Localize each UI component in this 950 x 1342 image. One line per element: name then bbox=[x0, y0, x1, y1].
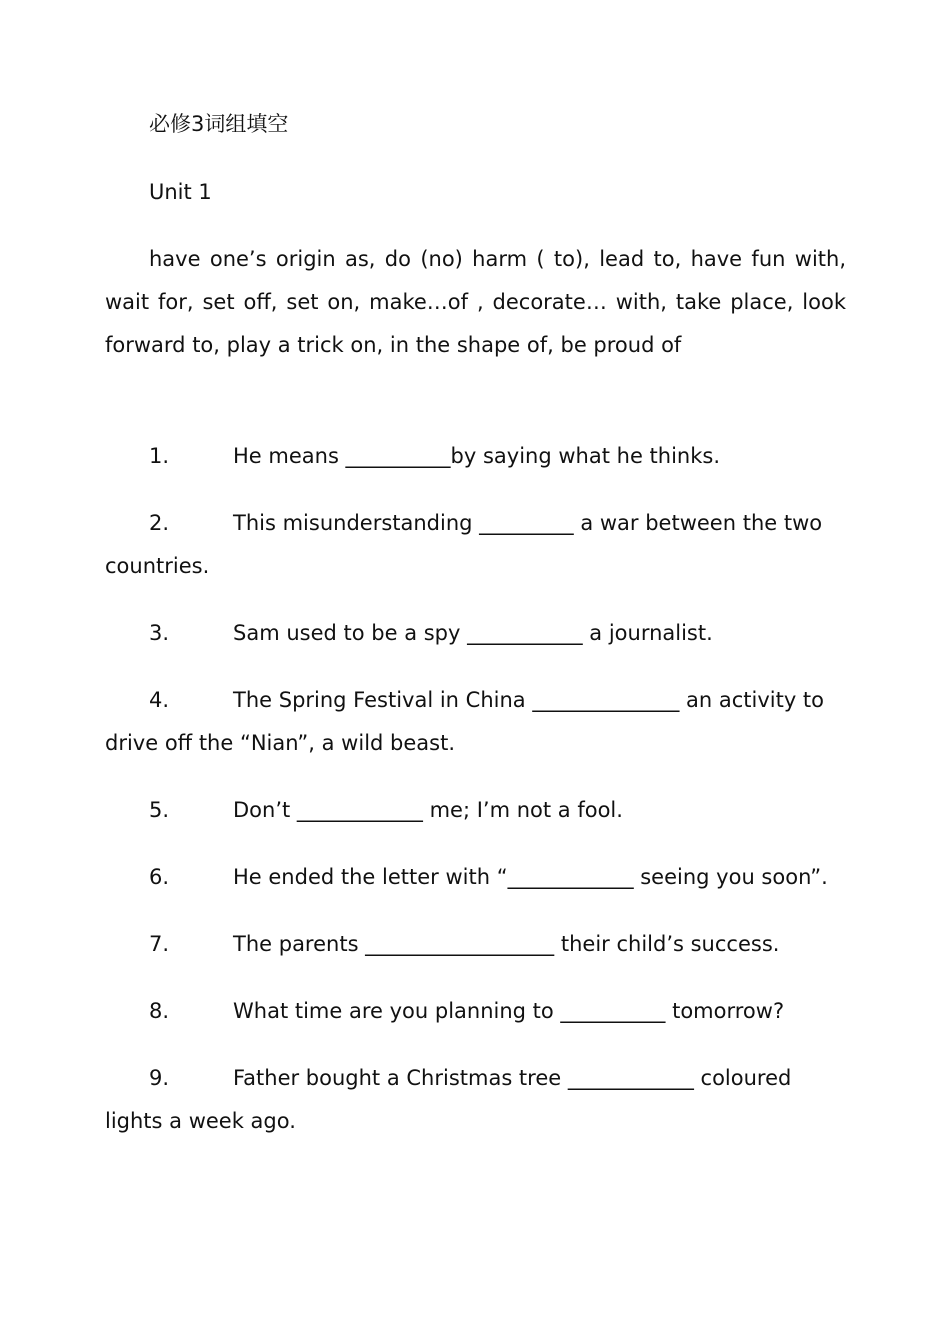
exercise-item bbox=[105, 612, 846, 655]
item-number: 2. bbox=[149, 511, 170, 535]
exercise-item bbox=[105, 435, 846, 478]
exercise-item bbox=[105, 1057, 846, 1143]
exercise-item bbox=[105, 679, 846, 765]
document-title: 必修3词组填空 bbox=[149, 112, 289, 136]
item-text: He ended the letter with “____________ seeing you soon”. bbox=[233, 865, 828, 889]
exercise-list bbox=[105, 435, 846, 1167]
item-number: 6. bbox=[149, 865, 170, 889]
item-text: The parents __________________ their child’s success. bbox=[233, 932, 780, 956]
item-text: Father bought a Christmas tree ____________ coloured lights a week ago. bbox=[105, 1066, 792, 1133]
item-number: 7. bbox=[149, 932, 170, 956]
item-text: What time are you planning to __________ tomorrow? bbox=[233, 999, 785, 1023]
item-text: Sam used to be a spy ___________ a journalist. bbox=[233, 621, 713, 645]
item-text: This misunderstanding _________ a war between the two countries. bbox=[105, 511, 823, 578]
exercise-item bbox=[105, 502, 846, 588]
item-number: 1. bbox=[149, 444, 170, 468]
exercise-item bbox=[105, 856, 846, 899]
exercise-item bbox=[105, 789, 846, 832]
item-number: 4. bbox=[149, 688, 170, 712]
item-number: 8. bbox=[149, 999, 170, 1023]
item-text: He means __________by saying what he thinks. bbox=[233, 444, 721, 468]
item-text: The Spring Festival in China ______________ an activity to drive off the “Nian”, a wild beast. bbox=[105, 688, 825, 755]
item-text: Don’t ____________ me; I’m not a fool. bbox=[233, 798, 623, 822]
item-number: 3. bbox=[149, 621, 170, 645]
unit-heading: Unit 1 bbox=[149, 180, 212, 204]
exercise-item bbox=[105, 923, 846, 966]
item-number: 9. bbox=[149, 1066, 170, 1090]
item-number: 5. bbox=[149, 798, 170, 822]
exercise-item bbox=[105, 990, 846, 1033]
phrase-list: have one’s origin as, do (no) harm ( to), lead to, have fun with, wait for, set off, set on, make…of , decorate… with, take place, look forward to, play a trick on, in the shape of, be proud of bbox=[105, 247, 846, 357]
